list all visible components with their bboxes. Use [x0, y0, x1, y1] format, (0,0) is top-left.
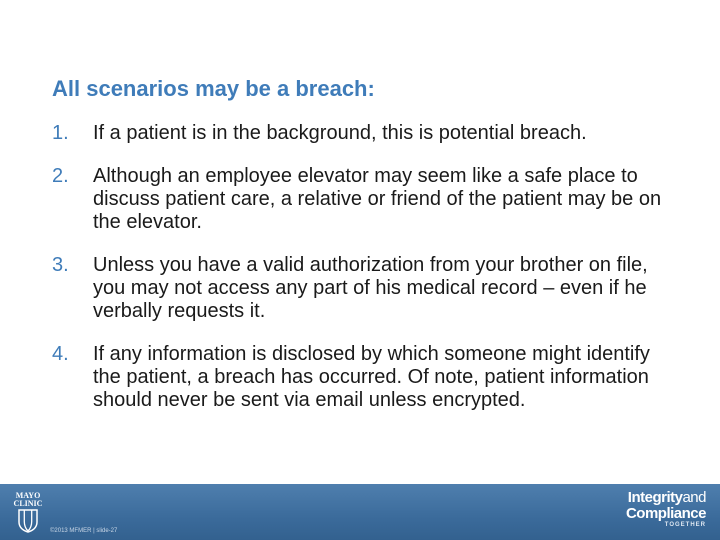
scenario-list — [52, 122, 672, 412]
list-item-number: 1. — [52, 122, 69, 144]
brand-together: TOGETHER — [664, 522, 706, 528]
logo-line-2: CLINIC — [13, 499, 43, 508]
mayo-clinic-logo — [8, 492, 48, 536]
list-item-text: If any information is disclosed by which someone might identify the patient, a breach has occurred. Of note, patient information should never be sent via email unless encrypted. — [93, 343, 650, 411]
brand-line-1 — [626, 490, 706, 506]
brand-integrity: Integrity — [627, 489, 683, 506]
logo-text — [8, 492, 48, 508]
slide-title: All scenarios may be a breach: — [52, 76, 375, 101]
list-item-text: Unless you have a valid authorization from your brother on file, you may not access any part of his medical record – even if he verbally requests it. — [93, 254, 648, 322]
logo-line-1: MAYO — [15, 491, 41, 500]
footer-bar — [0, 484, 720, 540]
list-item — [52, 343, 672, 412]
brand-and: and — [682, 489, 706, 506]
list-item-number: 3. — [52, 254, 69, 276]
list-item — [52, 122, 672, 145]
brand-compliance: Compliance — [625, 505, 706, 522]
list-item-text: Although an employee elevator may seem like a safe place to discuss patient care, a relative or friend of the patient may be on the elevator. — [93, 165, 662, 233]
list-item-number: 4. — [52, 343, 69, 365]
integrity-compliance-brand — [626, 490, 706, 529]
list-item — [52, 254, 672, 323]
shield-icon — [17, 509, 39, 533]
list-item-text: If a patient is in the background, this is potential breach. — [93, 122, 587, 144]
copyright-text: ©2013 MFMER | slide-27 — [50, 528, 118, 534]
list-item — [52, 165, 672, 234]
list-item-number: 2. — [52, 165, 69, 187]
